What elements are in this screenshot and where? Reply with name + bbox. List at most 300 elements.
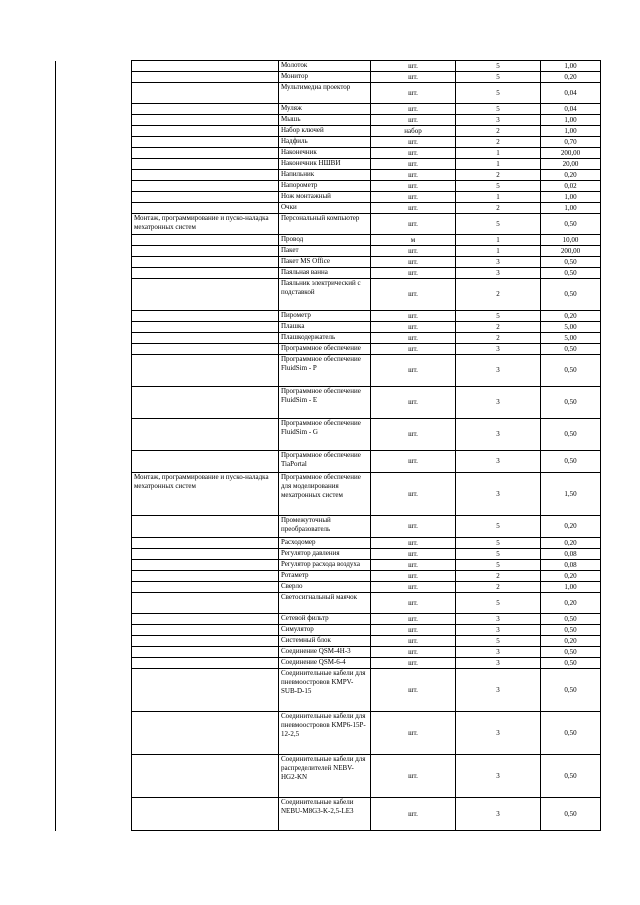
value-cell: 0,50: [541, 669, 601, 712]
table-row: [56, 669, 601, 712]
value-cell: 200,00: [541, 246, 601, 257]
quantity-cell: 3: [456, 712, 541, 755]
item-name-cell: Соединительные кабели для пневмоостровов KMP6-15P-12-2,5: [279, 712, 371, 755]
value-cell: 0,08: [541, 549, 601, 560]
value-cell: 0,04: [541, 83, 601, 104]
quantity-cell: 5: [456, 83, 541, 104]
item-name-cell: Расходомер: [279, 538, 371, 549]
empty-cell: [56, 549, 132, 560]
table-row: [56, 658, 601, 669]
empty-cell: [56, 560, 132, 571]
quantity-cell: 1: [456, 159, 541, 170]
unit-cell: шт.: [371, 647, 456, 658]
unit-cell: шт.: [371, 571, 456, 582]
empty-cell: [56, 246, 132, 257]
table-row: [56, 322, 601, 333]
item-name-cell: Ротаметр: [279, 571, 371, 582]
unit-cell: м: [371, 235, 456, 246]
empty-cell: [56, 571, 132, 582]
empty-cell: [56, 192, 132, 203]
quantity-cell: 3: [456, 451, 541, 473]
section-cell: [132, 148, 279, 159]
unit-cell: шт.: [371, 560, 456, 571]
quantity-cell: 5: [456, 311, 541, 322]
table-row: [56, 333, 601, 344]
quantity-cell: 5: [456, 214, 541, 235]
item-name-cell: Плашкодержатель: [279, 333, 371, 344]
section-cell: [132, 115, 279, 126]
empty-cell: [56, 72, 132, 83]
unit-cell: шт.: [371, 755, 456, 798]
empty-cell: [56, 311, 132, 322]
item-name-cell: Надфиль: [279, 137, 371, 148]
table-row: [56, 344, 601, 355]
table-row: [56, 560, 601, 571]
value-cell: 0,50: [541, 712, 601, 755]
table-row: [56, 798, 601, 831]
section-cell: [132, 614, 279, 625]
unit-cell: шт.: [371, 516, 456, 538]
quantity-cell: 3: [456, 344, 541, 355]
section-cell: [132, 712, 279, 755]
item-name-cell: Молоток: [279, 61, 371, 72]
value-cell: 1,00: [541, 582, 601, 593]
value-cell: 0,50: [541, 214, 601, 235]
value-cell: 0,20: [541, 571, 601, 582]
value-cell: 0,20: [541, 516, 601, 538]
value-cell: 0,20: [541, 72, 601, 83]
value-cell: 0,20: [541, 311, 601, 322]
empty-cell: [56, 115, 132, 126]
item-name-cell: Соединение QSM-6-4: [279, 658, 371, 669]
empty-cell: [56, 181, 132, 192]
quantity-cell: 2: [456, 571, 541, 582]
table-row: [56, 614, 601, 625]
quantity-cell: 3: [456, 257, 541, 268]
section-cell: [132, 333, 279, 344]
item-name-cell: Муляж: [279, 104, 371, 115]
quantity-cell: 3: [456, 268, 541, 279]
unit-cell: шт.: [371, 614, 456, 625]
section-cell: [132, 279, 279, 311]
section-cell: [132, 755, 279, 798]
table-row: [56, 148, 601, 159]
quantity-cell: 3: [456, 755, 541, 798]
unit-cell: шт.: [371, 549, 456, 560]
quantity-cell: 1: [456, 246, 541, 257]
item-name-cell: Напорометр: [279, 181, 371, 192]
unit-cell: шт.: [371, 246, 456, 257]
unit-cell: набор: [371, 126, 456, 137]
item-name-cell: Соединительные кабели NEBU-M8G3-K-2,5-LE3: [279, 798, 371, 831]
section-cell: [132, 104, 279, 115]
empty-cell: [56, 582, 132, 593]
item-name-cell: Программное обеспечение FluidSim - G: [279, 419, 371, 451]
section-cell: Монтаж, программирование и пуско-наладка мехатронных систем: [132, 473, 279, 516]
quantity-cell: 3: [456, 473, 541, 516]
quantity-cell: 2: [456, 279, 541, 311]
item-name-cell: Напильник: [279, 170, 371, 181]
value-cell: 10,00: [541, 235, 601, 246]
table-row: [56, 61, 601, 72]
table-row: [56, 279, 601, 311]
quantity-cell: 5: [456, 72, 541, 83]
section-cell: [132, 192, 279, 203]
item-name-cell: Регулятор расхода воздуха: [279, 560, 371, 571]
table-row: [56, 647, 601, 658]
empty-cell: [56, 798, 132, 831]
value-cell: 0,50: [541, 647, 601, 658]
value-cell: 0,02: [541, 181, 601, 192]
value-cell: 0,50: [541, 268, 601, 279]
value-cell: 0,20: [541, 170, 601, 181]
unit-cell: шт.: [371, 279, 456, 311]
unit-cell: шт.: [371, 636, 456, 647]
quantity-cell: 5: [456, 104, 541, 115]
item-name-cell: Плашка: [279, 322, 371, 333]
table-row: [56, 115, 601, 126]
table-row: [56, 181, 601, 192]
value-cell: 1,00: [541, 126, 601, 137]
quantity-cell: 3: [456, 625, 541, 636]
empty-cell: [56, 669, 132, 712]
table-row: [56, 625, 601, 636]
item-name-cell: Промежуточный преобразователь: [279, 516, 371, 538]
quantity-cell: 3: [456, 658, 541, 669]
empty-cell: [56, 203, 132, 214]
quantity-cell: 3: [456, 387, 541, 419]
empty-cell: [56, 538, 132, 549]
empty-cell: [56, 647, 132, 658]
quantity-cell: 2: [456, 333, 541, 344]
section-cell: [132, 170, 279, 181]
unit-cell: шт.: [371, 473, 456, 516]
item-name-cell: Системный блок: [279, 636, 371, 647]
table-row: [56, 214, 601, 235]
value-cell: 20,00: [541, 159, 601, 170]
table-row: [56, 355, 601, 387]
item-name-cell: Мышь: [279, 115, 371, 126]
unit-cell: шт.: [371, 72, 456, 83]
section-cell: [132, 669, 279, 712]
item-name-cell: Программное обеспечение FluidSim - E: [279, 387, 371, 419]
equipment-table-body: [56, 61, 601, 831]
value-cell: 200,00: [541, 148, 601, 159]
unit-cell: шт.: [371, 712, 456, 755]
empty-cell: [56, 614, 132, 625]
table-row: [56, 126, 601, 137]
unit-cell: шт.: [371, 625, 456, 636]
value-cell: 0,50: [541, 451, 601, 473]
table-row: [56, 419, 601, 451]
section-cell: [132, 560, 279, 571]
unit-cell: шт.: [371, 214, 456, 235]
unit-cell: шт.: [371, 268, 456, 279]
table-row: [56, 268, 601, 279]
section-cell: [132, 516, 279, 538]
value-cell: 0,50: [541, 257, 601, 268]
table-row: [56, 582, 601, 593]
table-row: [56, 104, 601, 115]
section-cell: [132, 647, 279, 658]
unit-cell: шт.: [371, 61, 456, 72]
value-cell: 1,00: [541, 192, 601, 203]
table-row: [56, 203, 601, 214]
unit-cell: шт.: [371, 83, 456, 104]
empty-cell: [56, 104, 132, 115]
table-row: [56, 170, 601, 181]
unit-cell: шт.: [371, 538, 456, 549]
quantity-cell: 5: [456, 560, 541, 571]
unit-cell: шт.: [371, 333, 456, 344]
table-row: [56, 593, 601, 614]
section-cell: [132, 344, 279, 355]
table-row: [56, 72, 601, 83]
quantity-cell: 2: [456, 137, 541, 148]
value-cell: 0,50: [541, 344, 601, 355]
unit-cell: шт.: [371, 137, 456, 148]
quantity-cell: 5: [456, 516, 541, 538]
item-name-cell: Персональный компьютер: [279, 214, 371, 235]
empty-cell: [56, 755, 132, 798]
section-cell: [132, 322, 279, 333]
unit-cell: шт.: [371, 355, 456, 387]
value-cell: 1,00: [541, 203, 601, 214]
empty-cell: [56, 658, 132, 669]
quantity-cell: 2: [456, 322, 541, 333]
section-cell: [132, 658, 279, 669]
quantity-cell: 2: [456, 170, 541, 181]
section-cell: [132, 549, 279, 560]
unit-cell: шт.: [371, 148, 456, 159]
section-cell: [132, 61, 279, 72]
unit-cell: шт.: [371, 593, 456, 614]
item-name-cell: Программное обеспечение TiaPortal: [279, 451, 371, 473]
table-row: [56, 636, 601, 647]
item-name-cell: Пакет MS Office: [279, 257, 371, 268]
table-row: [56, 451, 601, 473]
section-cell: [132, 387, 279, 419]
item-name-cell: Программное обеспечение FluidSim - P: [279, 355, 371, 387]
quantity-cell: 5: [456, 61, 541, 72]
table-row: [56, 137, 601, 148]
empty-cell: [56, 170, 132, 181]
item-name-cell: Провод: [279, 235, 371, 246]
table-row: [56, 571, 601, 582]
section-cell: [132, 571, 279, 582]
value-cell: 0,50: [541, 625, 601, 636]
value-cell: 0,20: [541, 538, 601, 549]
unit-cell: шт.: [371, 159, 456, 170]
quantity-cell: 3: [456, 647, 541, 658]
item-name-cell: Соединение QSM-4H-3: [279, 647, 371, 658]
value-cell: 0,50: [541, 798, 601, 831]
section-cell: [132, 355, 279, 387]
quantity-cell: 3: [456, 115, 541, 126]
value-cell: 1,00: [541, 115, 601, 126]
empty-cell: [56, 83, 132, 104]
item-name-cell: Программное обеспечение для моделирования мехатронных систем: [279, 473, 371, 516]
value-cell: 0,50: [541, 355, 601, 387]
section-cell: [132, 419, 279, 451]
empty-cell: [56, 148, 132, 159]
empty-cell: [56, 322, 132, 333]
value-cell: 0,20: [541, 593, 601, 614]
table-row: [56, 246, 601, 257]
empty-cell: [56, 333, 132, 344]
unit-cell: шт.: [371, 419, 456, 451]
table-row: [56, 192, 601, 203]
table-row: [56, 538, 601, 549]
empty-cell: [56, 214, 132, 235]
unit-cell: шт.: [371, 669, 456, 712]
item-name-cell: Нож монтажный: [279, 192, 371, 203]
empty-cell: [56, 235, 132, 246]
section-cell: Монтаж, программирование и пуско-наладка мехатронных систем: [132, 214, 279, 235]
value-cell: 0,70: [541, 137, 601, 148]
section-cell: [132, 137, 279, 148]
value-cell: 5,00: [541, 322, 601, 333]
unit-cell: шт.: [371, 582, 456, 593]
section-cell: [132, 126, 279, 137]
table-row: [56, 235, 601, 246]
section-cell: [132, 593, 279, 614]
unit-cell: шт.: [371, 181, 456, 192]
empty-cell: [56, 61, 132, 72]
item-name-cell: Пакет: [279, 246, 371, 257]
unit-cell: шт.: [371, 311, 456, 322]
unit-cell: шт.: [371, 451, 456, 473]
item-name-cell: Сверло: [279, 582, 371, 593]
section-cell: [132, 246, 279, 257]
table-row: [56, 473, 601, 516]
empty-cell: [56, 625, 132, 636]
item-name-cell: Пирометр: [279, 311, 371, 322]
unit-cell: шт.: [371, 170, 456, 181]
table-row: [56, 755, 601, 798]
section-cell: [132, 311, 279, 322]
section-cell: [132, 181, 279, 192]
unit-cell: шт.: [371, 344, 456, 355]
unit-cell: шт.: [371, 115, 456, 126]
empty-cell: [56, 516, 132, 538]
quantity-cell: 5: [456, 538, 541, 549]
section-cell: [132, 798, 279, 831]
value-cell: 1,00: [541, 61, 601, 72]
quantity-cell: 1: [456, 148, 541, 159]
section-cell: [132, 235, 279, 246]
item-name-cell: Светосигнальный маячок: [279, 593, 371, 614]
unit-cell: шт.: [371, 387, 456, 419]
value-cell: 0,04: [541, 104, 601, 115]
section-cell: [132, 72, 279, 83]
value-cell: 0,08: [541, 560, 601, 571]
value-cell: 0,50: [541, 419, 601, 451]
unit-cell: шт.: [371, 104, 456, 115]
section-cell: [132, 159, 279, 170]
value-cell: 0,50: [541, 387, 601, 419]
empty-cell: [56, 473, 132, 516]
table-row: [56, 516, 601, 538]
section-cell: [132, 625, 279, 636]
table-row: [56, 311, 601, 322]
item-name-cell: Программное обеспечение: [279, 344, 371, 355]
item-name-cell: Паяльная ванна: [279, 268, 371, 279]
unit-cell: шт.: [371, 203, 456, 214]
item-name-cell: Соединительные кабели для распределителей NEBV-HG2-KN: [279, 755, 371, 798]
empty-cell: [56, 279, 132, 311]
empty-cell: [56, 126, 132, 137]
quantity-cell: 3: [456, 614, 541, 625]
quantity-cell: 5: [456, 593, 541, 614]
table-row: [56, 549, 601, 560]
item-name-cell: Монитор: [279, 72, 371, 83]
equipment-table: [55, 60, 601, 831]
empty-cell: [56, 593, 132, 614]
empty-cell: [56, 268, 132, 279]
quantity-cell: 1: [456, 192, 541, 203]
unit-cell: шт.: [371, 257, 456, 268]
section-cell: [132, 451, 279, 473]
table-row: [56, 712, 601, 755]
section-cell: [132, 636, 279, 647]
unit-cell: шт.: [371, 658, 456, 669]
section-cell: [132, 538, 279, 549]
value-cell: 1,50: [541, 473, 601, 516]
table-row: [56, 83, 601, 104]
value-cell: 0,20: [541, 636, 601, 647]
value-cell: 0,50: [541, 279, 601, 311]
value-cell: 0,50: [541, 755, 601, 798]
item-name-cell: Наконечник: [279, 148, 371, 159]
empty-cell: [56, 137, 132, 148]
quantity-cell: 3: [456, 419, 541, 451]
item-name-cell: Соединительные кабели для пневмоостровов KMPV-SUB-D-15: [279, 669, 371, 712]
value-cell: 0,50: [541, 658, 601, 669]
empty-cell: [56, 419, 132, 451]
item-name-cell: Набор ключей: [279, 126, 371, 137]
item-name-cell: Регулятор давления: [279, 549, 371, 560]
value-cell: 0,50: [541, 614, 601, 625]
section-cell: [132, 257, 279, 268]
empty-cell: [56, 387, 132, 419]
table-row: [56, 159, 601, 170]
quantity-cell: 5: [456, 636, 541, 647]
section-cell: [132, 268, 279, 279]
item-name-cell: Паяльник электрический с подставкой: [279, 279, 371, 311]
empty-cell: [56, 257, 132, 268]
section-cell: [132, 83, 279, 104]
quantity-cell: 1: [456, 235, 541, 246]
unit-cell: шт.: [371, 798, 456, 831]
empty-cell: [56, 712, 132, 755]
item-name-cell: Мультимедиа проектор: [279, 83, 371, 104]
quantity-cell: 5: [456, 181, 541, 192]
item-name-cell: Симулятор: [279, 625, 371, 636]
empty-cell: [56, 159, 132, 170]
item-name-cell: Очки: [279, 203, 371, 214]
unit-cell: шт.: [371, 192, 456, 203]
quantity-cell: 3: [456, 669, 541, 712]
empty-cell: [56, 636, 132, 647]
quantity-cell: 2: [456, 126, 541, 137]
quantity-cell: 3: [456, 798, 541, 831]
quantity-cell: 5: [456, 549, 541, 560]
table-row: [56, 257, 601, 268]
quantity-cell: 2: [456, 582, 541, 593]
empty-cell: [56, 355, 132, 387]
item-name-cell: Сетевой фильтр: [279, 614, 371, 625]
